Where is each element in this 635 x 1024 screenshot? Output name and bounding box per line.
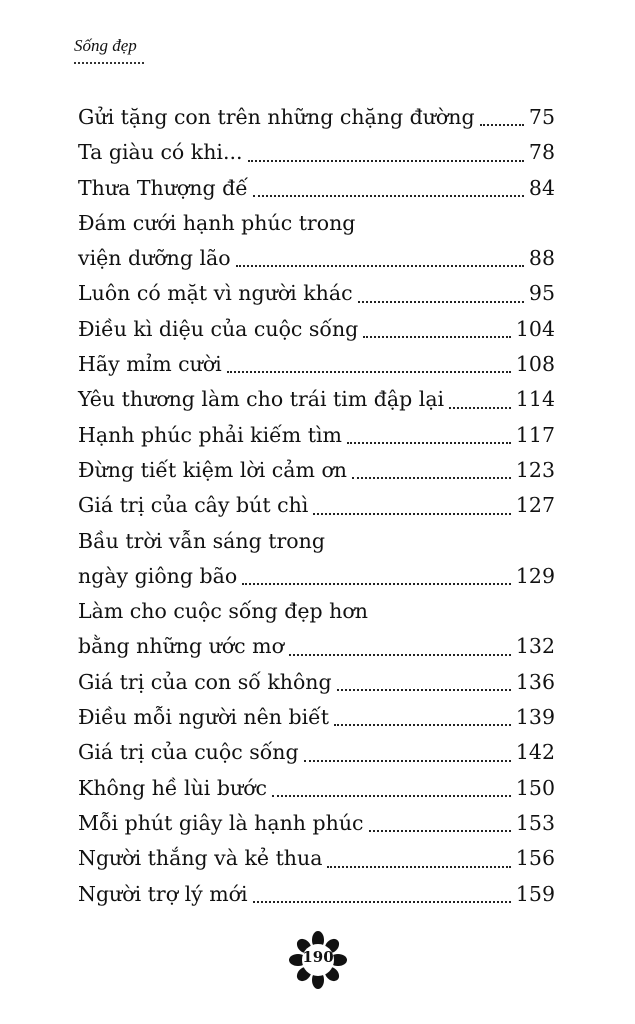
toc-entry	[78, 841, 555, 876]
toc-entry-title: Người trợ lý mới	[78, 881, 248, 906]
toc-entry	[78, 135, 555, 170]
toc-entry-title: Không hề lùi bước	[78, 775, 268, 800]
toc-entry-page: 95	[528, 281, 555, 306]
toc-entry-title: Mỗi phút giây là hạnh phúc	[78, 810, 364, 835]
toc-entry	[78, 594, 555, 629]
toc-dot-leader	[289, 654, 511, 656]
toc-entry	[78, 700, 555, 735]
toc-entry	[78, 382, 555, 417]
toc-entry	[78, 806, 555, 841]
toc-dot-leader	[369, 830, 511, 832]
toc-dot-leader	[480, 124, 524, 126]
toc-entry-page: 75	[528, 105, 555, 129]
toc-entry-title: viện dưỡng lão	[78, 246, 231, 271]
toc-dot-leader	[236, 265, 524, 267]
toc-entry-page: 142	[515, 740, 555, 765]
toc-dot-leader	[449, 407, 511, 409]
toc-entry-title: Người thắng và kẻ thua	[78, 846, 323, 871]
toc-dot-leader	[242, 583, 511, 585]
toc-entry-title: Làm cho cuộc sống đẹp hơn	[78, 599, 368, 624]
header-dotted-rule	[74, 62, 144, 64]
toc-dot-leader	[363, 336, 511, 338]
toc-entry	[78, 100, 555, 135]
toc-dot-leader	[253, 195, 524, 197]
toc-entry-title: Yêu thương làm cho trái tim đập lại	[78, 387, 445, 412]
toc-entry-page: 88	[528, 246, 555, 271]
toc-entry-page: 84	[528, 175, 555, 200]
toc-entry-title: bằng những ước mơ	[78, 634, 284, 659]
toc-entry-title: Thưa Thượng đế	[78, 175, 248, 200]
toc-entry-page: 132	[515, 634, 555, 659]
toc-dot-leader	[253, 901, 511, 903]
toc-entry	[78, 347, 555, 382]
toc-entry-title: Hạnh phúc phải kiếm tìm	[78, 422, 342, 447]
toc-entry	[78, 453, 555, 488]
toc-entry	[78, 276, 555, 311]
table-of-contents	[78, 100, 555, 912]
toc-entry-page: 139	[515, 705, 555, 730]
toc-entry	[78, 418, 555, 453]
toc-entry-page: 150	[515, 775, 555, 800]
toc-entry-title: Đừng tiết kiệm lời cảm ơn	[78, 457, 347, 482]
toc-dot-leader	[327, 866, 510, 868]
running-header: Sống đẹp	[74, 36, 137, 55]
toc-entry	[78, 312, 555, 347]
toc-entry-page: 156	[515, 846, 555, 871]
toc-entry	[78, 629, 555, 664]
toc-dot-leader	[334, 724, 511, 726]
toc-entry	[78, 559, 555, 594]
toc-entry-page: 127	[515, 493, 555, 518]
toc-entry	[78, 488, 555, 523]
toc-entry	[78, 171, 555, 206]
toc-entry-page: 114	[515, 387, 555, 412]
toc-entry-title: Điều mỗi người nên biết	[78, 705, 330, 730]
toc-dot-leader	[272, 795, 511, 797]
toc-entry	[78, 241, 555, 276]
toc-entry-page: 78	[528, 140, 555, 165]
toc-entry	[78, 665, 555, 700]
toc-entry-page: 129	[515, 563, 555, 588]
toc-dot-leader	[227, 371, 511, 373]
toc-entry	[78, 771, 555, 806]
toc-dot-leader	[358, 301, 524, 303]
toc-entry-page: 108	[515, 352, 555, 377]
toc-entry-page: 159	[515, 881, 555, 906]
toc-dot-leader	[337, 689, 511, 691]
toc-entry-title: Ta giàu có khi...	[78, 140, 243, 165]
toc-entry-title: Gửi tặng con trên những chặng đường	[78, 105, 475, 129]
toc-entry	[78, 877, 555, 912]
toc-entry-title: Điều kì diệu của cuộc sống	[78, 316, 359, 341]
toc-entry-page: 123	[515, 457, 555, 482]
toc-entry-title: Luôn có mặt vì người khác	[78, 281, 353, 306]
toc-entry-title: Giá trị của cây bút chì	[78, 493, 309, 518]
toc-dot-leader	[352, 477, 511, 479]
toc-entry-page: 153	[515, 810, 555, 835]
toc-entry-title: Bầu trời vẫn sáng trong	[78, 528, 325, 553]
toc-entry-title: Giá trị của con số không	[78, 669, 332, 694]
toc-entry	[78, 524, 555, 559]
toc-dot-leader	[248, 160, 524, 162]
toc-dot-leader	[347, 442, 511, 444]
toc-entry-title: Đám cưới hạnh phúc trong	[78, 210, 356, 235]
toc-dot-leader	[304, 760, 511, 762]
toc-entry-title: ngày giông bão	[78, 563, 238, 588]
page-number: 190	[302, 948, 334, 966]
toc-entry-page: 136	[515, 669, 555, 694]
toc-entry	[78, 735, 555, 770]
toc-entry	[78, 206, 555, 241]
toc-dot-leader	[313, 513, 511, 515]
toc-entry-title: Giá trị của cuộc sống	[78, 740, 299, 765]
page-number-ornament	[286, 928, 350, 992]
toc-entry-page: 104	[515, 316, 555, 341]
toc-entry-page: 117	[515, 422, 555, 447]
toc-entry-title: Hãy mỉm cười	[78, 352, 222, 377]
